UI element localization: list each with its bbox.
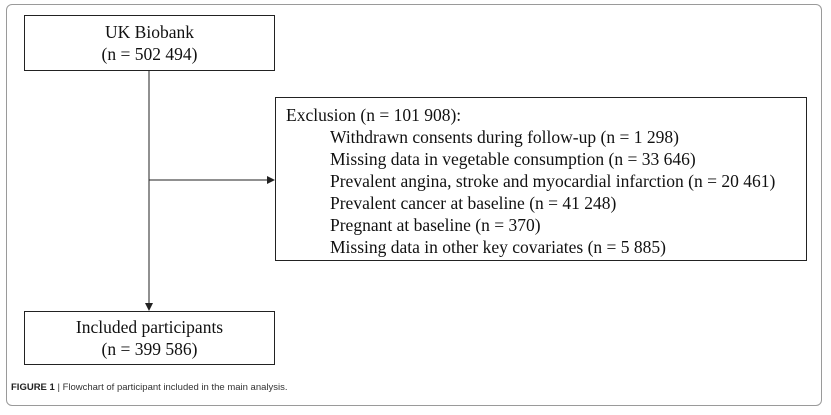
- exclusion-item: Prevalent angina, stroke and myocardial infarction (n = 20 461): [330, 171, 776, 191]
- figure-caption: [11, 382, 288, 393]
- exclusion-item: Withdrawn consents during follow-up (n = 1 298): [330, 127, 679, 147]
- caption-separator: |: [54, 382, 63, 393]
- included-count: (n = 399 586): [101, 339, 198, 359]
- exclusion-item: Prevalent cancer at baseline (n = 41 248): [330, 193, 617, 213]
- exclusion-item: Pregnant at baseline (n = 370): [330, 215, 541, 235]
- caption-text: Flowchart of participant included in the main analysis.: [62, 382, 288, 393]
- exclusion-item: Missing data in other key covariates (n = 5 885): [330, 237, 666, 257]
- source-count: (n = 502 494): [101, 44, 198, 64]
- included-participants-box: [24, 311, 275, 365]
- exclusion-box: [275, 97, 807, 261]
- source-title: UK Biobank: [105, 22, 194, 42]
- exclusion-item: Missing data in vegetable consumption (n = 33 646): [330, 149, 696, 169]
- exclusion-list: [286, 126, 806, 258]
- included-title: Included participants: [75, 317, 224, 337]
- source-population-box: [24, 15, 275, 71]
- exclusion-title: Exclusion (n = 101 908):: [286, 105, 462, 125]
- figure-label: FIGURE 1: [11, 382, 55, 393]
